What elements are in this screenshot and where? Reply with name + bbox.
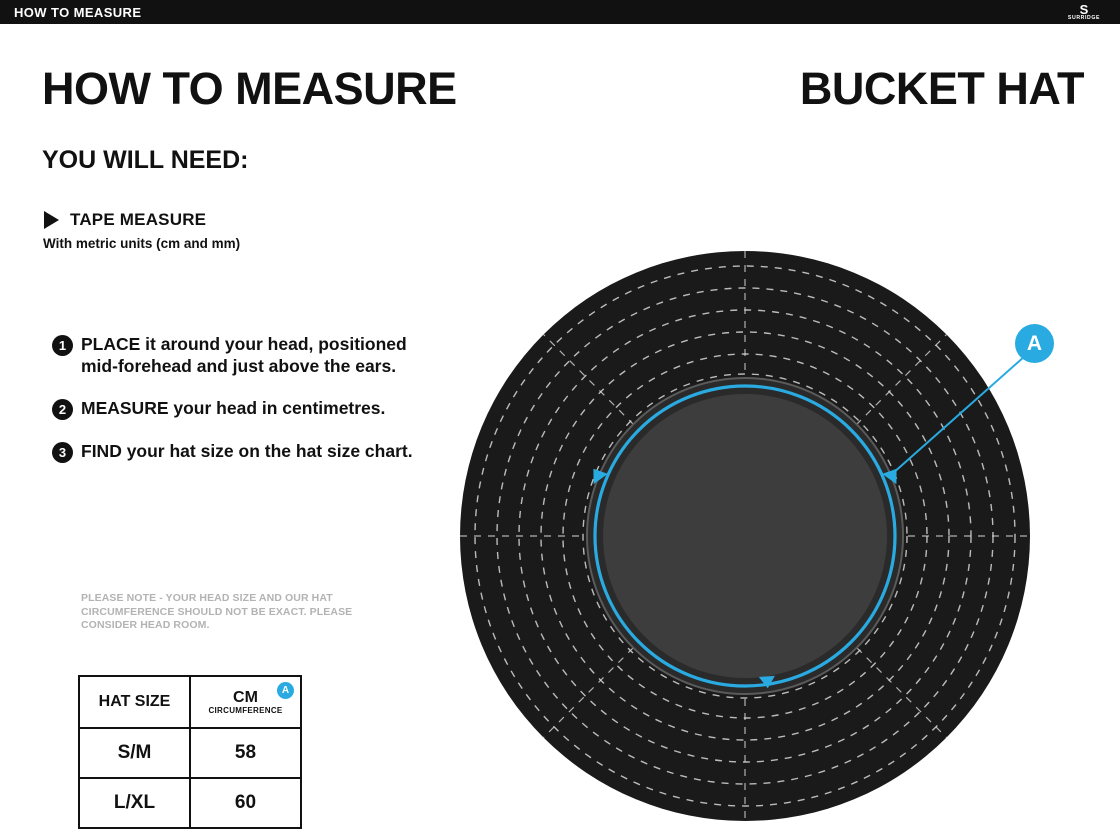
- column-header-hat-size: HAT SIZE: [79, 676, 190, 728]
- table-row: [79, 778, 301, 828]
- step-rest-1: it around your head, positioned mid-forehead and just above the ears.: [81, 334, 407, 376]
- column-header-cm-main: CM: [233, 689, 258, 706]
- step-lead-1: PLACE: [81, 334, 141, 354]
- step-item-3: [52, 440, 422, 463]
- step-rest-3: your hat size on the hat size chart.: [121, 441, 413, 461]
- tool-label: TAPE MEASURE: [70, 210, 207, 229]
- cell-cm-0: 58: [190, 728, 301, 778]
- product-title: BUCKET HAT: [799, 63, 1084, 114]
- step-item-2: [52, 397, 422, 420]
- table-header-row: [79, 676, 301, 728]
- table-row: [79, 728, 301, 778]
- page-title: HOW TO MEASURE: [42, 63, 457, 114]
- cell-hat-size-0: S/M: [79, 728, 190, 778]
- step-number-badge: 1: [52, 335, 73, 356]
- tool-item-tape-measure: [44, 210, 206, 230]
- brand-mark-icon: S: [1079, 2, 1089, 17]
- step-text-1: [81, 333, 422, 377]
- triangle-bullet-icon: [44, 211, 59, 229]
- step-text-3: [81, 440, 413, 462]
- section-heading-you-will-need: YOU WILL NEED:: [42, 146, 249, 174]
- step-item-1: [52, 333, 422, 377]
- top-bar-title: HOW TO MEASURE: [14, 5, 142, 20]
- step-rest-2: your head in centimetres.: [168, 398, 386, 418]
- hat-size-table: [78, 675, 302, 829]
- step-lead-3: FIND: [81, 441, 122, 461]
- top-bar: [0, 0, 1120, 24]
- cell-cm-1: 60: [190, 778, 301, 828]
- step-number-badge: 2: [52, 399, 73, 420]
- step-lead-2: MEASURE: [81, 398, 169, 418]
- column-header-cm-sub: CIRCUMFERENCE: [208, 706, 283, 715]
- callout-badge-a: A: [1015, 324, 1054, 363]
- please-note-text: PLEASE NOTE - YOUR HEAD SIZE AND OUR HAT CIRCUMFERENCE SHOULD NOT BE EXACT. PLEASE CONSIDER HEAD ROOM.: [81, 592, 353, 631]
- measurement-badge-a-icon: A: [277, 682, 294, 699]
- tool-sublabel: With metric units (cm and mm): [43, 236, 241, 251]
- step-number-badge: 3: [52, 442, 73, 463]
- bucket-hat-illustration: [440, 236, 1120, 833]
- brand-logo: [1058, 2, 1110, 23]
- hat-crown-inner: [603, 394, 887, 678]
- step-text-2: [81, 397, 385, 419]
- cell-hat-size-1: L/XL: [79, 778, 190, 828]
- column-header-cm: [190, 676, 301, 728]
- brand-name-label: SURRIDGE: [1067, 15, 1101, 21]
- steps-list: [52, 333, 422, 483]
